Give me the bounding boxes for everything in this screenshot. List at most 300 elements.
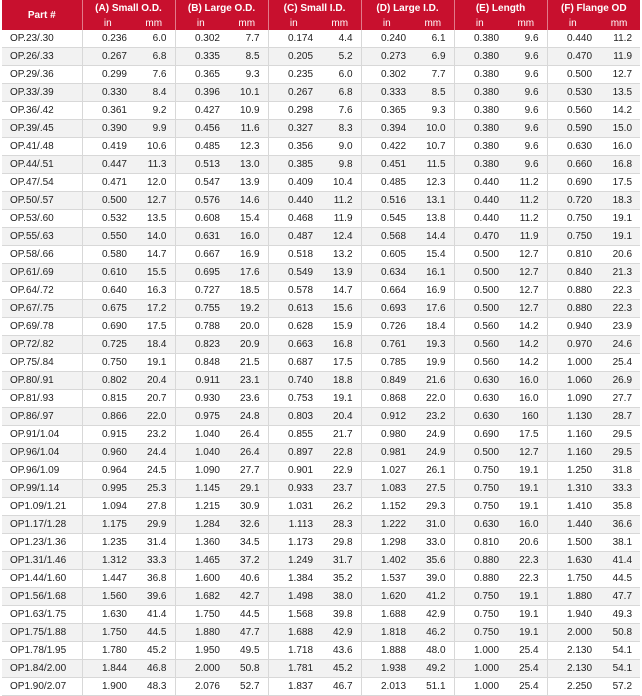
- table-row: [2, 84, 640, 102]
- length-in-cell: 0.440: [454, 174, 505, 192]
- flange-od-mm-cell: 29.5: [598, 426, 640, 444]
- small-id-in-cell: 0.267: [268, 84, 319, 102]
- flange-od-in-cell: 0.560: [547, 102, 598, 120]
- flange-od-mm-cell: 24.6: [598, 336, 640, 354]
- small-od-in-cell: 0.471: [82, 174, 133, 192]
- table-row: [2, 408, 640, 426]
- length-mm-cell: 11.9: [505, 228, 547, 246]
- large-od-mm-cell: 24.8: [226, 408, 268, 426]
- length-in-cell: 0.500: [454, 300, 505, 318]
- unit-label-in: in: [361, 17, 412, 30]
- large-od-mm-cell: 50.8: [226, 660, 268, 678]
- small-id-mm-cell: 17.5: [319, 354, 361, 372]
- length-in-cell: 0.630: [454, 408, 505, 426]
- flange-od-mm-cell: 17.5: [598, 174, 640, 192]
- small-od-mm-cell: 8.4: [133, 84, 175, 102]
- small-id-mm-cell: 5.2: [319, 48, 361, 66]
- length-in-cell: 0.380: [454, 102, 505, 120]
- small-od-in-cell: 0.267: [82, 48, 133, 66]
- large-id-in-cell: 0.761: [361, 336, 412, 354]
- part-number-cell: OP.41/.48: [2, 138, 82, 156]
- length-mm-cell: 12.7: [505, 444, 547, 462]
- large-id-in-cell: 1.152: [361, 498, 412, 516]
- length-in-cell: 0.440: [454, 192, 505, 210]
- large-id-mm-cell: 17.6: [412, 300, 454, 318]
- flange-od-in-cell: 1.500: [547, 534, 598, 552]
- large-od-in-cell: 2.000: [175, 660, 226, 678]
- small-id-mm-cell: 18.8: [319, 372, 361, 390]
- large-id-in-cell: 1.938: [361, 660, 412, 678]
- flange-od-mm-cell: 15.0: [598, 120, 640, 138]
- small-id-in-cell: 0.174: [268, 30, 319, 48]
- small-id-in-cell: 0.356: [268, 138, 319, 156]
- table-row: [2, 444, 640, 462]
- large-id-mm-cell: 18.4: [412, 318, 454, 336]
- large-od-in-cell: 0.335: [175, 48, 226, 66]
- small-id-in-cell: 0.613: [268, 300, 319, 318]
- length-mm-cell: 19.1: [505, 588, 547, 606]
- large-od-mm-cell: 20.9: [226, 336, 268, 354]
- large-id-mm-cell: 26.1: [412, 462, 454, 480]
- flange-od-mm-cell: 14.2: [598, 102, 640, 120]
- small-id-mm-cell: 46.7: [319, 678, 361, 696]
- small-id-in-cell: 0.385: [268, 156, 319, 174]
- small-od-mm-cell: 27.8: [133, 498, 175, 516]
- header-flange-od: (F) Flange OD: [547, 0, 640, 17]
- large-od-in-cell: 1.600: [175, 570, 226, 588]
- table-row: [2, 570, 640, 588]
- table-row: [2, 120, 640, 138]
- small-od-mm-cell: 44.5: [133, 624, 175, 642]
- small-od-in-cell: 1.235: [82, 534, 133, 552]
- small-id-mm-cell: 35.2: [319, 570, 361, 588]
- length-mm-cell: 19.1: [505, 498, 547, 516]
- large-od-in-cell: 1.465: [175, 552, 226, 570]
- large-od-mm-cell: 34.5: [226, 534, 268, 552]
- table-row: [2, 462, 640, 480]
- part-number-cell: OP.44/.51: [2, 156, 82, 174]
- flange-od-mm-cell: 19.1: [598, 210, 640, 228]
- small-id-in-cell: 0.687: [268, 354, 319, 372]
- length-mm-cell: 9.6: [505, 156, 547, 174]
- flange-od-in-cell: 2.000: [547, 624, 598, 642]
- large-od-in-cell: 1.950: [175, 642, 226, 660]
- small-od-in-cell: 0.915: [82, 426, 133, 444]
- small-od-mm-cell: 16.3: [133, 282, 175, 300]
- length-mm-cell: 9.6: [505, 84, 547, 102]
- large-od-mm-cell: 30.9: [226, 498, 268, 516]
- length-mm-cell: 9.6: [505, 48, 547, 66]
- part-number-cell: OP.53/.60: [2, 210, 82, 228]
- flange-od-in-cell: 1.630: [547, 552, 598, 570]
- table-row: [2, 480, 640, 498]
- large-id-in-cell: 1.298: [361, 534, 412, 552]
- large-od-mm-cell: 26.4: [226, 426, 268, 444]
- large-od-mm-cell: 8.5: [226, 48, 268, 66]
- large-od-mm-cell: 18.5: [226, 282, 268, 300]
- small-od-in-cell: 0.675: [82, 300, 133, 318]
- large-od-in-cell: 1.880: [175, 624, 226, 642]
- length-in-cell: 0.380: [454, 156, 505, 174]
- dimension-spec-table: [2, 0, 640, 696]
- length-in-cell: 0.380: [454, 84, 505, 102]
- part-number-cell: OP1.31/1.46: [2, 552, 82, 570]
- large-od-in-cell: 0.608: [175, 210, 226, 228]
- unit-label-in: in: [175, 17, 226, 30]
- small-id-in-cell: 1.718: [268, 642, 319, 660]
- header-row: [2, 0, 640, 17]
- small-id-mm-cell: 9.8: [319, 156, 361, 174]
- length-mm-cell: 14.2: [505, 354, 547, 372]
- large-id-in-cell: 0.485: [361, 174, 412, 192]
- flange-od-in-cell: 1.940: [547, 606, 598, 624]
- table-row: [2, 210, 640, 228]
- small-id-mm-cell: 9.0: [319, 138, 361, 156]
- large-od-mm-cell: 16.0: [226, 228, 268, 246]
- small-id-in-cell: 1.568: [268, 606, 319, 624]
- large-od-in-cell: 1.145: [175, 480, 226, 498]
- small-id-mm-cell: 11.9: [319, 210, 361, 228]
- unit-label-in: in: [454, 17, 505, 30]
- flange-od-mm-cell: 31.8: [598, 462, 640, 480]
- large-od-mm-cell: 7.7: [226, 30, 268, 48]
- large-od-mm-cell: 37.2: [226, 552, 268, 570]
- large-id-mm-cell: 49.2: [412, 660, 454, 678]
- large-od-mm-cell: 12.3: [226, 138, 268, 156]
- small-id-in-cell: 0.901: [268, 462, 319, 480]
- small-od-in-cell: 1.094: [82, 498, 133, 516]
- large-od-in-cell: 0.513: [175, 156, 226, 174]
- part-number-cell: OP1.09/1.21: [2, 498, 82, 516]
- large-od-mm-cell: 47.7: [226, 624, 268, 642]
- length-mm-cell: 16.0: [505, 390, 547, 408]
- length-mm-cell: 11.2: [505, 192, 547, 210]
- length-mm-cell: 12.7: [505, 246, 547, 264]
- flange-od-in-cell: 1.090: [547, 390, 598, 408]
- large-od-mm-cell: 10.1: [226, 84, 268, 102]
- small-id-mm-cell: 22.8: [319, 444, 361, 462]
- large-od-mm-cell: 11.6: [226, 120, 268, 138]
- table-row: [2, 138, 640, 156]
- large-id-mm-cell: 31.0: [412, 516, 454, 534]
- length-in-cell: 0.750: [454, 498, 505, 516]
- large-od-mm-cell: 16.9: [226, 246, 268, 264]
- small-id-in-cell: 0.740: [268, 372, 319, 390]
- flange-od-in-cell: 0.810: [547, 246, 598, 264]
- small-od-mm-cell: 23.2: [133, 426, 175, 444]
- length-in-cell: 0.810: [454, 534, 505, 552]
- length-mm-cell: 19.1: [505, 624, 547, 642]
- part-number-cell: OP.29/.36: [2, 66, 82, 84]
- flange-od-in-cell: 1.000: [547, 354, 598, 372]
- part-number-cell: OP1.17/1.28: [2, 516, 82, 534]
- large-od-in-cell: 0.547: [175, 174, 226, 192]
- length-mm-cell: 19.1: [505, 480, 547, 498]
- small-id-mm-cell: 10.4: [319, 174, 361, 192]
- length-in-cell: 0.500: [454, 282, 505, 300]
- small-od-mm-cell: 6.8: [133, 48, 175, 66]
- flange-od-mm-cell: 35.8: [598, 498, 640, 516]
- small-od-in-cell: 0.299: [82, 66, 133, 84]
- length-in-cell: 0.380: [454, 30, 505, 48]
- large-od-mm-cell: 29.1: [226, 480, 268, 498]
- large-od-mm-cell: 26.4: [226, 444, 268, 462]
- large-od-mm-cell: 42.7: [226, 588, 268, 606]
- length-in-cell: 0.880: [454, 570, 505, 588]
- large-id-mm-cell: 16.9: [412, 282, 454, 300]
- large-od-in-cell: 1.284: [175, 516, 226, 534]
- small-od-mm-cell: 29.9: [133, 516, 175, 534]
- small-od-in-cell: 1.447: [82, 570, 133, 588]
- flange-od-in-cell: 0.840: [547, 264, 598, 282]
- length-mm-cell: 25.4: [505, 660, 547, 678]
- length-mm-cell: 19.1: [505, 462, 547, 480]
- length-in-cell: 0.470: [454, 228, 505, 246]
- large-id-mm-cell: 6.1: [412, 30, 454, 48]
- length-mm-cell: 25.4: [505, 642, 547, 660]
- small-od-mm-cell: 6.0: [133, 30, 175, 48]
- small-id-mm-cell: 45.2: [319, 660, 361, 678]
- flange-od-mm-cell: 12.7: [598, 66, 640, 84]
- length-in-cell: 0.500: [454, 444, 505, 462]
- small-od-in-cell: 0.690: [82, 318, 133, 336]
- large-od-in-cell: 1.040: [175, 444, 226, 462]
- small-id-in-cell: 1.031: [268, 498, 319, 516]
- small-id-in-cell: 0.753: [268, 390, 319, 408]
- large-id-in-cell: 1.402: [361, 552, 412, 570]
- small-od-in-cell: 0.550: [82, 228, 133, 246]
- flange-od-mm-cell: 22.3: [598, 300, 640, 318]
- length-in-cell: 0.500: [454, 264, 505, 282]
- part-number-cell: OP.33/.39: [2, 84, 82, 102]
- large-id-mm-cell: 41.2: [412, 588, 454, 606]
- unit-label-mm: mm: [319, 17, 361, 30]
- large-id-in-cell: 0.912: [361, 408, 412, 426]
- length-in-cell: 0.630: [454, 372, 505, 390]
- flange-od-mm-cell: 33.3: [598, 480, 640, 498]
- length-mm-cell: 9.6: [505, 66, 547, 84]
- flange-od-mm-cell: 16.0: [598, 138, 640, 156]
- large-id-in-cell: 0.664: [361, 282, 412, 300]
- length-in-cell: 0.750: [454, 588, 505, 606]
- small-id-mm-cell: 22.9: [319, 462, 361, 480]
- large-od-in-cell: 1.360: [175, 534, 226, 552]
- large-od-mm-cell: 23.1: [226, 372, 268, 390]
- length-in-cell: 0.750: [454, 462, 505, 480]
- large-od-mm-cell: 19.2: [226, 300, 268, 318]
- table-row: [2, 66, 640, 84]
- large-id-in-cell: 1.537: [361, 570, 412, 588]
- large-id-mm-cell: 9.3: [412, 102, 454, 120]
- small-id-in-cell: 1.173: [268, 534, 319, 552]
- large-od-in-cell: 0.755: [175, 300, 226, 318]
- part-number-cell: OP.69/.78: [2, 318, 82, 336]
- large-od-mm-cell: 15.4: [226, 210, 268, 228]
- flange-od-mm-cell: 27.7: [598, 390, 640, 408]
- large-id-mm-cell: 23.2: [412, 408, 454, 426]
- part-number-cell: OP.58/.66: [2, 246, 82, 264]
- small-id-mm-cell: 16.8: [319, 336, 361, 354]
- flange-od-mm-cell: 38.1: [598, 534, 640, 552]
- large-id-mm-cell: 42.9: [412, 606, 454, 624]
- table-body: [2, 30, 640, 696]
- unit-label-in: in: [547, 17, 598, 30]
- small-id-mm-cell: 29.8: [319, 534, 361, 552]
- length-in-cell: 0.880: [454, 552, 505, 570]
- flange-od-mm-cell: 21.3: [598, 264, 640, 282]
- small-id-mm-cell: 43.6: [319, 642, 361, 660]
- small-od-mm-cell: 24.5: [133, 462, 175, 480]
- small-od-in-cell: 0.580: [82, 246, 133, 264]
- length-mm-cell: 11.2: [505, 174, 547, 192]
- large-id-mm-cell: 29.3: [412, 498, 454, 516]
- flange-od-in-cell: 2.250: [547, 678, 598, 696]
- small-id-in-cell: 1.781: [268, 660, 319, 678]
- flange-od-mm-cell: 20.6: [598, 246, 640, 264]
- table-row: [2, 264, 640, 282]
- table-row: [2, 300, 640, 318]
- length-in-cell: 0.630: [454, 390, 505, 408]
- header-large-od: (B) Large O.D.: [175, 0, 268, 17]
- part-number-cell: OP.26/.33: [2, 48, 82, 66]
- part-number-cell: OP.55/.63: [2, 228, 82, 246]
- length-in-cell: 0.560: [454, 318, 505, 336]
- flange-od-mm-cell: 41.4: [598, 552, 640, 570]
- small-od-mm-cell: 39.6: [133, 588, 175, 606]
- small-od-in-cell: 0.361: [82, 102, 133, 120]
- table-row: [2, 660, 640, 678]
- small-od-in-cell: 1.312: [82, 552, 133, 570]
- small-od-in-cell: 0.725: [82, 336, 133, 354]
- flange-od-in-cell: 1.160: [547, 426, 598, 444]
- table-row: [2, 534, 640, 552]
- small-od-in-cell: 0.390: [82, 120, 133, 138]
- flange-od-mm-cell: 28.7: [598, 408, 640, 426]
- small-od-in-cell: 1.175: [82, 516, 133, 534]
- table-row: [2, 48, 640, 66]
- large-id-mm-cell: 46.2: [412, 624, 454, 642]
- length-in-cell: 0.500: [454, 246, 505, 264]
- large-od-mm-cell: 21.5: [226, 354, 268, 372]
- large-od-in-cell: 1.090: [175, 462, 226, 480]
- large-od-mm-cell: 9.3: [226, 66, 268, 84]
- large-id-in-cell: 1.027: [361, 462, 412, 480]
- large-id-mm-cell: 10.0: [412, 120, 454, 138]
- flange-od-in-cell: 2.130: [547, 642, 598, 660]
- small-od-mm-cell: 9.9: [133, 120, 175, 138]
- flange-od-mm-cell: 13.5: [598, 84, 640, 102]
- small-od-in-cell: 0.610: [82, 264, 133, 282]
- table-row: [2, 624, 640, 642]
- unit-row: [2, 17, 640, 30]
- flange-od-mm-cell: 54.1: [598, 642, 640, 660]
- table-row: [2, 678, 640, 696]
- length-mm-cell: 160: [505, 408, 547, 426]
- flange-od-in-cell: 1.130: [547, 408, 598, 426]
- table-row: [2, 588, 640, 606]
- table-row: [2, 102, 640, 120]
- small-od-mm-cell: 19.1: [133, 354, 175, 372]
- flange-od-mm-cell: 50.8: [598, 624, 640, 642]
- large-od-mm-cell: 32.6: [226, 516, 268, 534]
- unit-label-in: in: [268, 17, 319, 30]
- large-id-in-cell: 0.785: [361, 354, 412, 372]
- flange-od-in-cell: 0.750: [547, 210, 598, 228]
- length-mm-cell: 16.0: [505, 516, 547, 534]
- small-od-mm-cell: 25.3: [133, 480, 175, 498]
- large-od-mm-cell: 27.7: [226, 462, 268, 480]
- small-id-in-cell: 1.688: [268, 624, 319, 642]
- small-id-mm-cell: 8.3: [319, 120, 361, 138]
- small-id-mm-cell: 38.0: [319, 588, 361, 606]
- large-od-in-cell: 0.911: [175, 372, 226, 390]
- unit-label-mm: mm: [226, 17, 268, 30]
- small-od-in-cell: 1.630: [82, 606, 133, 624]
- part-number-cell: OP1.63/1.75: [2, 606, 82, 624]
- large-id-mm-cell: 24.9: [412, 444, 454, 462]
- length-mm-cell: 19.1: [505, 606, 547, 624]
- small-id-in-cell: 0.518: [268, 246, 319, 264]
- small-od-mm-cell: 41.4: [133, 606, 175, 624]
- large-id-mm-cell: 27.5: [412, 480, 454, 498]
- flange-od-in-cell: 0.440: [547, 30, 598, 48]
- large-id-in-cell: 0.568: [361, 228, 412, 246]
- small-id-mm-cell: 7.6: [319, 102, 361, 120]
- part-number-cell: OP1.44/1.60: [2, 570, 82, 588]
- unit-label-mm: mm: [505, 17, 547, 30]
- large-od-in-cell: 0.485: [175, 138, 226, 156]
- length-mm-cell: 14.2: [505, 336, 547, 354]
- large-od-in-cell: 0.695: [175, 264, 226, 282]
- large-id-in-cell: 0.273: [361, 48, 412, 66]
- part-number-cell: OP.91/1.04: [2, 426, 82, 444]
- length-mm-cell: 9.6: [505, 30, 547, 48]
- flange-od-mm-cell: 11.9: [598, 48, 640, 66]
- small-od-in-cell: 1.780: [82, 642, 133, 660]
- small-od-in-cell: 0.447: [82, 156, 133, 174]
- large-id-mm-cell: 13.8: [412, 210, 454, 228]
- small-od-mm-cell: 45.2: [133, 642, 175, 660]
- part-number-cell: OP.96/1.04: [2, 444, 82, 462]
- flange-od-mm-cell: 26.9: [598, 372, 640, 390]
- part-number-cell: OP.81/.93: [2, 390, 82, 408]
- flange-od-mm-cell: 19.1: [598, 228, 640, 246]
- table-row: [2, 606, 640, 624]
- small-od-mm-cell: 17.5: [133, 318, 175, 336]
- large-od-in-cell: 0.975: [175, 408, 226, 426]
- flange-od-in-cell: 0.690: [547, 174, 598, 192]
- large-id-mm-cell: 15.4: [412, 246, 454, 264]
- small-od-mm-cell: 15.5: [133, 264, 175, 282]
- header-length: (E) Length: [454, 0, 547, 17]
- length-in-cell: 0.380: [454, 120, 505, 138]
- part-number-cell: OP1.90/2.07: [2, 678, 82, 696]
- part-number-cell: OP.50/.57: [2, 192, 82, 210]
- small-id-in-cell: 0.205: [268, 48, 319, 66]
- small-id-in-cell: 0.628: [268, 318, 319, 336]
- large-od-in-cell: 0.427: [175, 102, 226, 120]
- large-od-in-cell: 0.396: [175, 84, 226, 102]
- table-row: [2, 516, 640, 534]
- length-in-cell: 0.750: [454, 480, 505, 498]
- small-id-in-cell: 1.837: [268, 678, 319, 696]
- large-id-in-cell: 0.980: [361, 426, 412, 444]
- part-number-cell: OP1.75/1.88: [2, 624, 82, 642]
- large-id-mm-cell: 21.6: [412, 372, 454, 390]
- large-od-mm-cell: 14.6: [226, 192, 268, 210]
- table-row: [2, 174, 640, 192]
- small-od-mm-cell: 13.5: [133, 210, 175, 228]
